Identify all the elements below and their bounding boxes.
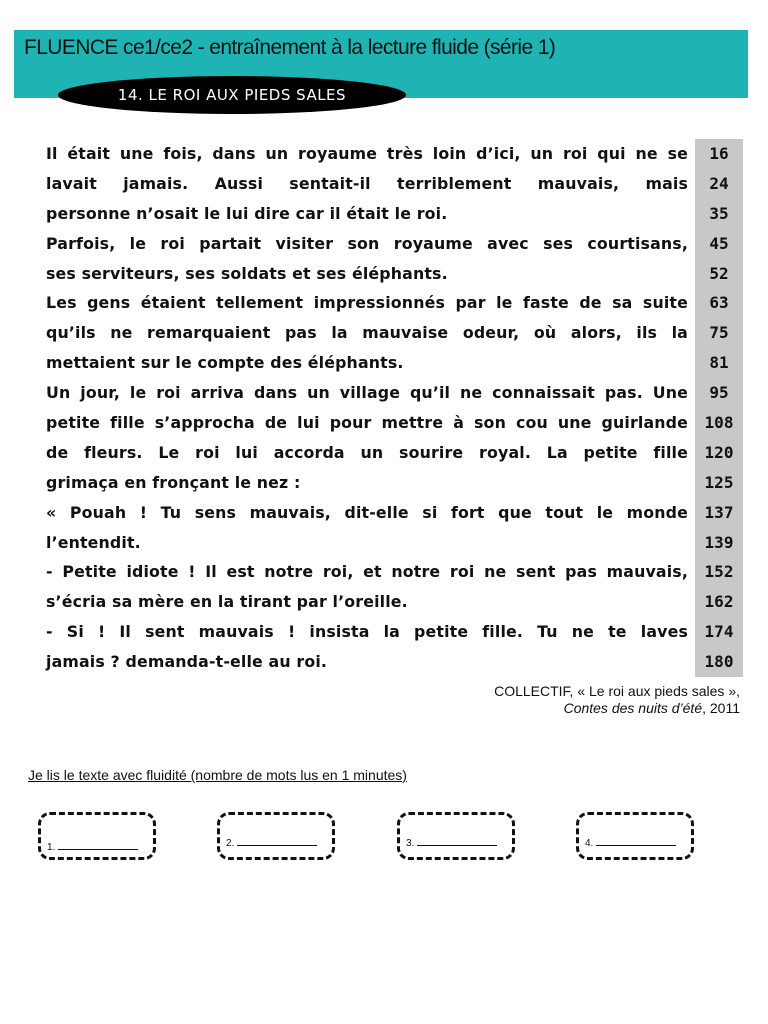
page-title: FLUENCE ce1/ce2 - entraînement à la lecture fluide (série 1): [24, 36, 556, 59]
text-line: [46, 528, 743, 558]
line-text: jamais ? demanda-t-elle au roi.: [46, 652, 328, 672]
text-line: [46, 229, 743, 259]
word-count: 152: [695, 557, 743, 587]
word-count: 52: [695, 259, 743, 289]
word-count: 75: [695, 318, 743, 348]
answer-blank[interactable]: [237, 835, 317, 846]
line-text: personne n’osait le lui dire car il était le roi.: [46, 203, 448, 223]
word-count: 108: [695, 408, 743, 438]
text-line: [46, 557, 743, 587]
word-count: 125: [695, 468, 743, 498]
line-text: Il était une fois, dans un royaume très loin d’ici, un roi qui ne se: [46, 144, 688, 163]
text-line: [46, 259, 743, 289]
line-text: ses serviteurs, ses soldats et ses éléphants.: [46, 263, 448, 283]
line-text: Parfois, le roi partait visiter son royaume avec ses courtisans,: [46, 233, 688, 253]
line-text: lavait jamais. Aussi sentait-il terriblement mauvais, mais: [46, 173, 688, 193]
word-count: 81: [695, 348, 743, 378]
attempt-box-4[interactable]: [576, 812, 694, 860]
text-line: [46, 378, 743, 408]
attempt-label: 2.: [226, 838, 235, 849]
story-title: 14. LE ROI AUX PIEDS SALES: [117, 86, 347, 104]
text-line: [46, 617, 743, 647]
text-line: [46, 468, 743, 498]
attempt-label: 3.: [406, 838, 415, 849]
line-text: - Si ! Il sent mauvais ! insista la petite fille. Tu ne te laves: [46, 622, 688, 642]
attempt-box-3[interactable]: [397, 812, 515, 860]
citation-book: Contes des nuits d’été: [563, 700, 703, 716]
text-line: [46, 647, 743, 677]
line-text: s’écria sa mère en la tirant par l’oreille.: [46, 592, 408, 612]
text-line: [46, 498, 743, 528]
instruction-text: Je lis le texte avec fluidité (nombre de mots lus en 1 minutes): [28, 767, 407, 783]
line-text: Les gens étaient tellement impressionnés par le faste de sa suite: [46, 293, 688, 313]
word-count: 180: [695, 647, 743, 677]
line-text: Un jour, le roi arriva dans un village qu’il ne connaissait pas. Une: [46, 383, 688, 403]
text-line: [46, 169, 743, 199]
line-text: qu’ils ne remarquaient pas la mauvaise odeur, où alors, ils la: [46, 323, 688, 343]
answer-blank[interactable]: [417, 835, 497, 846]
citation-author: COLLECTIF, « Le roi aux pieds sales »,: [494, 683, 740, 699]
text-line: [46, 348, 743, 378]
text-line: [46, 288, 743, 318]
text-line: [46, 408, 743, 438]
text-line: [46, 139, 743, 169]
answer-blank[interactable]: [596, 835, 676, 846]
word-count: 45: [695, 229, 743, 259]
line-text: « Pouah ! Tu sens mauvais, dit-elle si fort que tout le monde: [46, 502, 688, 522]
word-count: 63: [695, 288, 743, 318]
answer-blank[interactable]: [58, 839, 138, 850]
reading-text: [46, 139, 743, 677]
line-text: mettaient sur le compte des éléphants.: [46, 353, 404, 373]
line-text: l’entendit.: [46, 532, 141, 552]
citation: [494, 683, 740, 717]
word-count: 24: [695, 169, 743, 199]
word-count: 137: [695, 498, 743, 528]
story-title-badge: [58, 76, 406, 114]
attempt-label: 1.: [47, 842, 56, 853]
word-count: 174: [695, 617, 743, 647]
line-text: - Petite idiote ! Il est notre roi, et notre roi ne sent pas mauvais,: [46, 562, 688, 582]
attempt-label: 4.: [585, 838, 594, 849]
word-count: 16: [695, 139, 743, 169]
word-count: 95: [695, 378, 743, 408]
word-count: 120: [695, 438, 743, 468]
word-count: 139: [695, 528, 743, 558]
text-line: [46, 318, 743, 348]
text-line: [46, 199, 743, 229]
line-text: petite fille s’approcha de lui pour mettre à son cou une guirlande: [46, 413, 688, 433]
attempt-box-2[interactable]: [217, 812, 335, 860]
line-text: grimaça en fronçant le nez :: [46, 472, 301, 492]
line-text: de fleurs. Le roi lui accorda un sourire royal. La petite fille: [46, 442, 688, 462]
text-line: [46, 438, 743, 468]
word-count: 35: [695, 199, 743, 229]
word-count: 162: [695, 587, 743, 617]
citation-year: , 2011: [702, 700, 740, 716]
attempt-box-1[interactable]: [38, 812, 156, 860]
text-line: [46, 587, 743, 617]
